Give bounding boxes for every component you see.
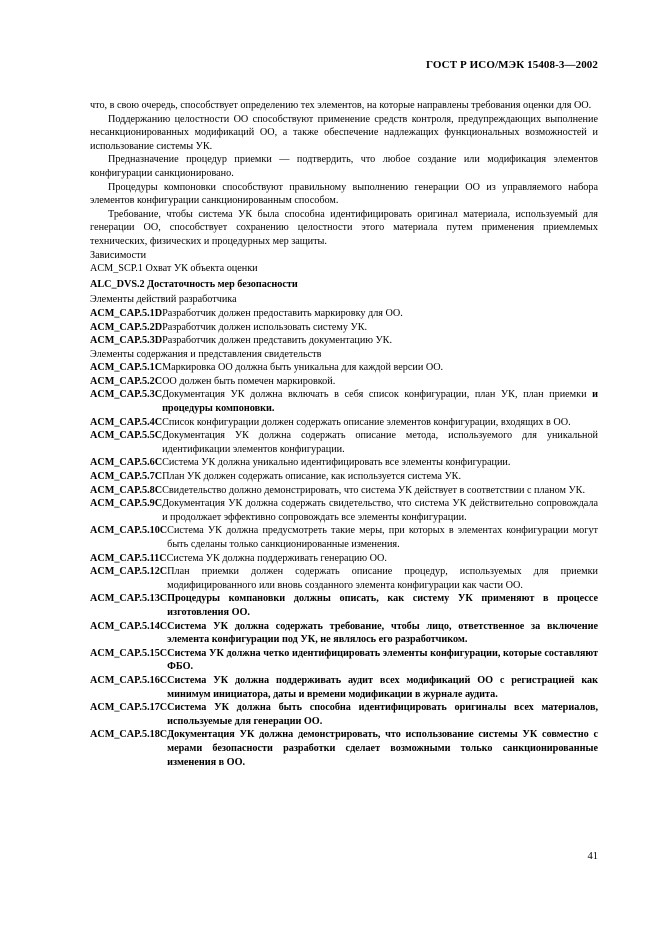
element-code: ACM_CAP.5.18C — [90, 729, 168, 741]
element-code: ACM_CAP.5.11C — [90, 552, 167, 564]
element-code: ACM_CAP.5.6C — [90, 457, 163, 469]
element-text: Свидетельство должно демонстрировать, что система УК действует в соответствии с планом УК. — [162, 484, 586, 496]
element-code: ACM_CAP.5.15C — [90, 647, 168, 659]
element-text: План УК должен содержать описание, как используется система УК. — [162, 471, 461, 483]
element-row — [90, 592, 598, 619]
element-code: ACM_CAP.5.3C — [90, 389, 163, 401]
developer-elements — [90, 307, 598, 348]
element-row — [90, 334, 598, 348]
element-row — [90, 470, 598, 484]
element-row — [90, 524, 598, 551]
element-row — [90, 674, 598, 701]
element-text: Система УК должна содержать требование, чтобы лицо, ответственное за включение элемента конфигурации под УК, не являлось его разработчиком. — [167, 620, 598, 646]
element-row — [90, 361, 598, 375]
page-number: 41 — [587, 851, 598, 862]
element-text: Система УК должна поддерживать аудит всех модификаций ОО с регистрацией как минимум инициатора, даты и времени модификации в журнале аудита. — [167, 674, 598, 700]
paragraph: Предназначение процедур приемки — подтвердить, что любое создание или модификация элементов конфигурации санкционировано. — [90, 154, 598, 179]
element-code: ACM_CAP.5.13C — [90, 593, 168, 605]
element-code: ACM_CAP.5.5C — [90, 430, 163, 442]
element-row — [90, 321, 598, 335]
content-elements — [90, 361, 598, 769]
element-row — [90, 565, 598, 592]
element-code: ACM_CAP.5.14C — [90, 620, 168, 632]
element-code: ACM_CAP.5.9C — [90, 498, 163, 510]
dependencies-label: Зависимости — [90, 249, 147, 261]
element-text: Список конфигурации должен содержать описание элементов конфигурации, входящих в ОО. — [162, 416, 571, 428]
element-text: Система УК должна четко идентифицировать элементы конфигурации, которые составляют ФБО. — [167, 647, 598, 673]
element-text: Система УК должна предусмотреть такие меры, при которых в элементах конфигурации могут быть сделаны только санкционированные изменения. — [167, 525, 598, 550]
page-header: ГОСТ Р ИСО/МЭК 15408-3—2002 — [426, 59, 598, 71]
element-row — [90, 416, 598, 430]
page-content — [90, 99, 598, 769]
paragraph: Поддержанию целостности ОО способствуют применение средств контроля, предупреждающих выполнение несанкционированных модификаций ОО, а также обеспечение надлежащих функциональных возможностей и использование системы УК. — [90, 113, 598, 152]
element-row — [90, 429, 598, 456]
paragraph: Процедуры компоновки способствуют правильному выполнению генерации ОО из управляемого набора элементов конфигурации санкционированным способом. — [90, 181, 598, 207]
paragraph: Требование, чтобы система УК была способна идентифицировать оригинал материала, используемый для генерации ОО, способствует сохранению целостности этого материала путем применения приемлемых технических, физических и процедурных мер защиты. — [90, 208, 598, 247]
element-row — [90, 497, 598, 524]
element-text: План приемки должен содержать описание процедур, используемых для приемки модифицированного или вновь созданного элемента конфигурации как части ОО. — [167, 566, 598, 591]
element-code: ACM_CAP.5.7C — [90, 471, 163, 483]
element-row — [90, 552, 598, 566]
element-code: ACM_CAP.5.16C — [90, 674, 168, 686]
element-row — [90, 456, 598, 470]
element-row — [90, 701, 598, 728]
element-row — [90, 375, 598, 389]
element-row — [90, 484, 598, 498]
element-row — [90, 307, 598, 321]
section-title: Элементы действий разработчика — [90, 294, 237, 306]
element-text: Документация УК должна содержать свидетельство, что система УК действительно сопровождала и продолжает эффективно сопровождать все элементы конфигурации. — [162, 498, 598, 523]
element-text: Разработчик должен предоставить маркировку для ОО. — [162, 307, 403, 319]
element-code: ACM_CAP.5.17C — [90, 702, 168, 714]
element-code: ACM_CAP.5.1D — [90, 307, 163, 319]
element-code: ACM_CAP.5.1C — [90, 362, 163, 374]
element-code: ACM_CAP.5.12C — [90, 566, 168, 578]
component-heading: ALC_DVS.2 Достаточность мер безопасности — [90, 278, 298, 290]
element-code: ACM_CAP.5.10C — [90, 525, 168, 537]
element-row — [90, 388, 598, 415]
element-text: Система УК должна поддерживать генерацию ОО. — [166, 552, 387, 564]
element-code: ACM_CAP.5.4C — [90, 416, 163, 428]
element-row — [90, 728, 598, 769]
element-text: Процедуры компановки должны описать, как систему УК применяют в процессе изготовления ОО. — [167, 593, 598, 618]
element-text: Документация УК должна демонстрировать, что использование системы УК совместно с мерами безопасности разработки сделает возможными только санкционированные изменения в ОО. — [167, 729, 598, 768]
element-row — [90, 647, 598, 674]
element-code: ACM_CAP.5.3D — [90, 335, 163, 347]
element-code: ACM_CAP.5.8C — [90, 484, 163, 496]
element-code: ACM_CAP.5.2C — [90, 375, 163, 387]
element-text: Маркировка ОО должна быть уникальна для каждой версии ОО. — [162, 362, 444, 374]
element-text: Документация УК должна включать в себя список конфигурации, план УК, план приемки и процедуры компоновки. — [162, 389, 598, 415]
element-row — [90, 620, 598, 647]
element-text: ОО должен быть помечен маркировкой. — [162, 375, 336, 387]
dependency-item: ACM_SCP.1 Охват УК объекта оценки — [90, 263, 258, 275]
paragraph: что, в свою очередь, способствует определению тех элементов, на которые направлены требования оценки для ОО. — [90, 100, 592, 111]
element-text: Система УК должна быть способна идентифицировать оригиналы всех материалов, используемые для генерации ОО. — [167, 702, 598, 727]
element-code: ACM_CAP.5.2D — [90, 321, 163, 333]
element-text: Разработчик должен использовать систему УК. — [162, 321, 368, 333]
element-text: Система УК должна уникально идентифицировать все элементы конфигурации. — [162, 457, 511, 469]
section-title: Элементы содержания и представления свидетельств — [90, 348, 322, 360]
element-text: Разработчик должен представить документацию УК. — [162, 335, 393, 347]
element-text: Документация УК должна содержать описание метода, используемого для уникальной идентификации элементов конфигурации. — [162, 430, 598, 455]
